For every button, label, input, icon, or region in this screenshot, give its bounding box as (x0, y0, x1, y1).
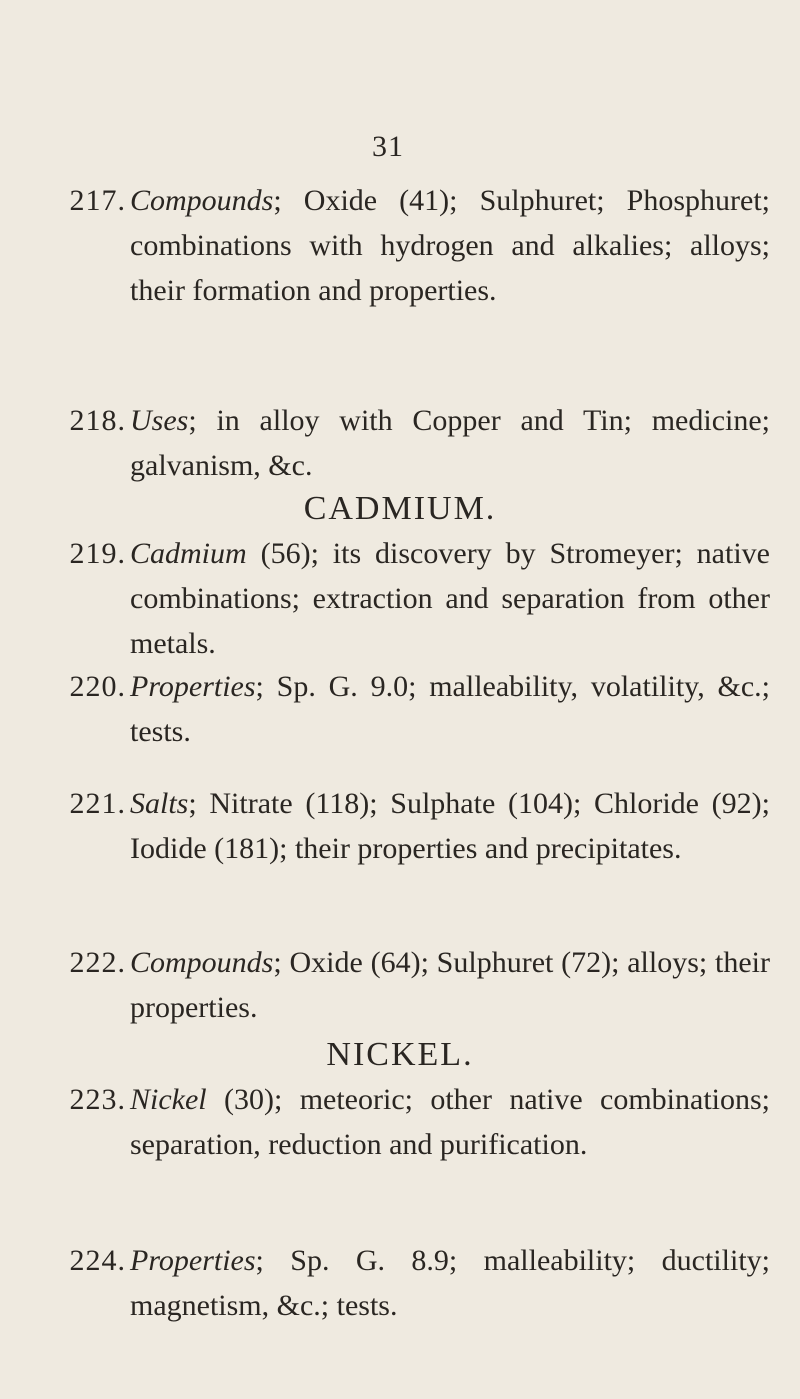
entry-text (130, 531, 770, 666)
entry-text (130, 664, 770, 754)
page-number: 31 (372, 130, 404, 163)
entry-lead: Compounds (130, 946, 274, 979)
entry-text (130, 1077, 770, 1167)
entry-body: ; Oxide (64); Sulphuret (72); alloys; their properties. (130, 946, 770, 1024)
entry-body: ; in alloy with Copper and Tin; medicine; galvanism, &c. (130, 404, 770, 482)
entry-number: 221. (69, 787, 126, 820)
entry-218 (0, 398, 800, 488)
entry-219 (0, 531, 800, 666)
entry-text (130, 940, 770, 1030)
entry-text (130, 398, 770, 488)
entry-body: (30); meteoric; other native combinations; separation, reduction and purification. (130, 1083, 770, 1161)
entry-body: ; Sp. G. 9.0; malleability, volatility, &c.; tests. (130, 670, 770, 748)
entry-number: 224. (69, 1244, 126, 1277)
entry-lead: Compounds (130, 184, 274, 217)
entry-number: 217. (69, 184, 126, 217)
section-heading-nickel: NICKEL. (326, 1036, 474, 1073)
entry-217 (0, 178, 800, 313)
entry-lead: Salts (130, 787, 189, 820)
entry-number: 223. (69, 1083, 126, 1116)
entry-lead: Cadmium (130, 537, 247, 570)
entry-220 (0, 664, 800, 754)
entry-number: 220. (69, 670, 126, 703)
section-heading-cadmium: CADMIUM. (303, 490, 497, 527)
entry-222 (0, 940, 800, 1030)
entry-number: 218. (69, 404, 126, 437)
entry-body: ; Oxide (41); Sulphuret; Phosphuret; combinations with hydrogen and alkalies; alloys; their formation and properties. (130, 184, 770, 307)
entry-221 (0, 781, 800, 871)
entry-text (130, 1238, 770, 1328)
entry-lead: Properties (130, 1244, 256, 1277)
entry-224 (0, 1238, 800, 1328)
entry-text (130, 178, 770, 313)
entry-223 (0, 1077, 800, 1167)
entry-body: ; Nitrate (118); Sulphate (104); Chloride (92); Iodide (181); their properties and precipitates. (130, 787, 770, 865)
entry-lead: Properties (130, 670, 256, 703)
entry-number: 222. (69, 946, 126, 979)
entry-lead: Uses (130, 404, 189, 437)
entry-text (130, 781, 770, 871)
entry-body: ; Sp. G. 8.9; malleability; ductility; magnetism, &c.; tests. (130, 1244, 770, 1322)
entry-number: 219. (69, 537, 126, 570)
entry-body: (56); its discovery by Stromeyer; native combinations; extraction and separation from other metals. (130, 537, 770, 660)
entry-lead: Nickel (130, 1083, 207, 1116)
